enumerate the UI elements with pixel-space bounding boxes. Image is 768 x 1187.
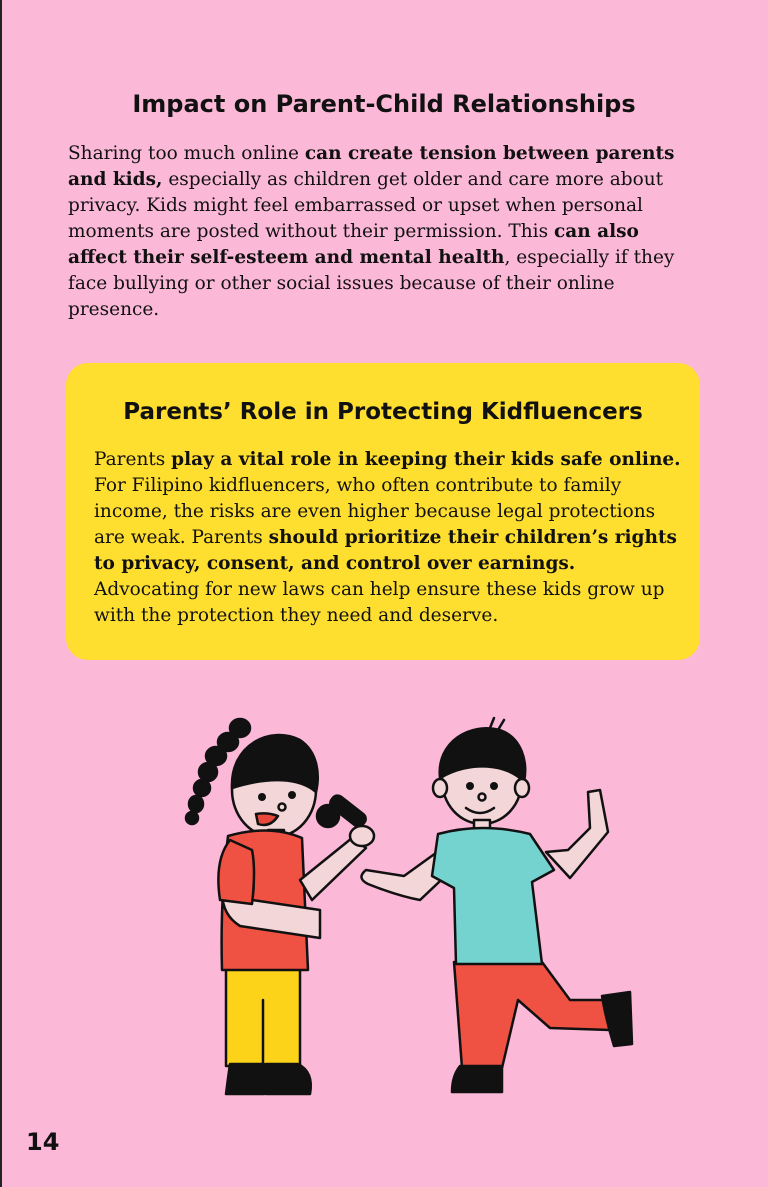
bold-text: play a vital role in keeping their kids safe online. [171,449,681,470]
text-run: , especially if they face bullying or other social issues because of their online presence. [68,247,675,320]
section-title-parents-role: Parents’ Role in Protecting Kidfluencers [123,399,643,425]
text-run: For Filipino kidfluencers, who often contribute to family income, the risks are even higher because legal protections are weak. Parents [94,475,656,548]
boy-figure [361,718,632,1092]
kids-illustration [170,700,650,1100]
parents-role-card [66,363,700,660]
text-run: Advocating for new laws can help ensure these kids grow up with the protection they need and deserve. [94,579,665,626]
text-run: Parents [94,449,172,470]
page-edge [0,0,2,1187]
impact-paragraph [68,141,700,323]
page-number: 14 [26,1128,60,1156]
girl-figure [186,719,374,1094]
section-title-impact: Impact on Parent-Child Relationships [132,90,636,118]
text-run: Sharing too much online [68,143,305,164]
bold-text: can also affect their self-esteem and mental health [68,221,639,268]
text-run: especially as children get older and care more about privacy. Kids might feel embarrassed or upset when personal moments are posted without their permission. This [68,169,664,242]
bold-text: should prioritize their children’s rights to privacy, consent, and control over earnings. [94,527,677,574]
parents-role-paragraph [94,447,684,629]
bold-text: can create tension between parents and kids, [68,143,675,190]
